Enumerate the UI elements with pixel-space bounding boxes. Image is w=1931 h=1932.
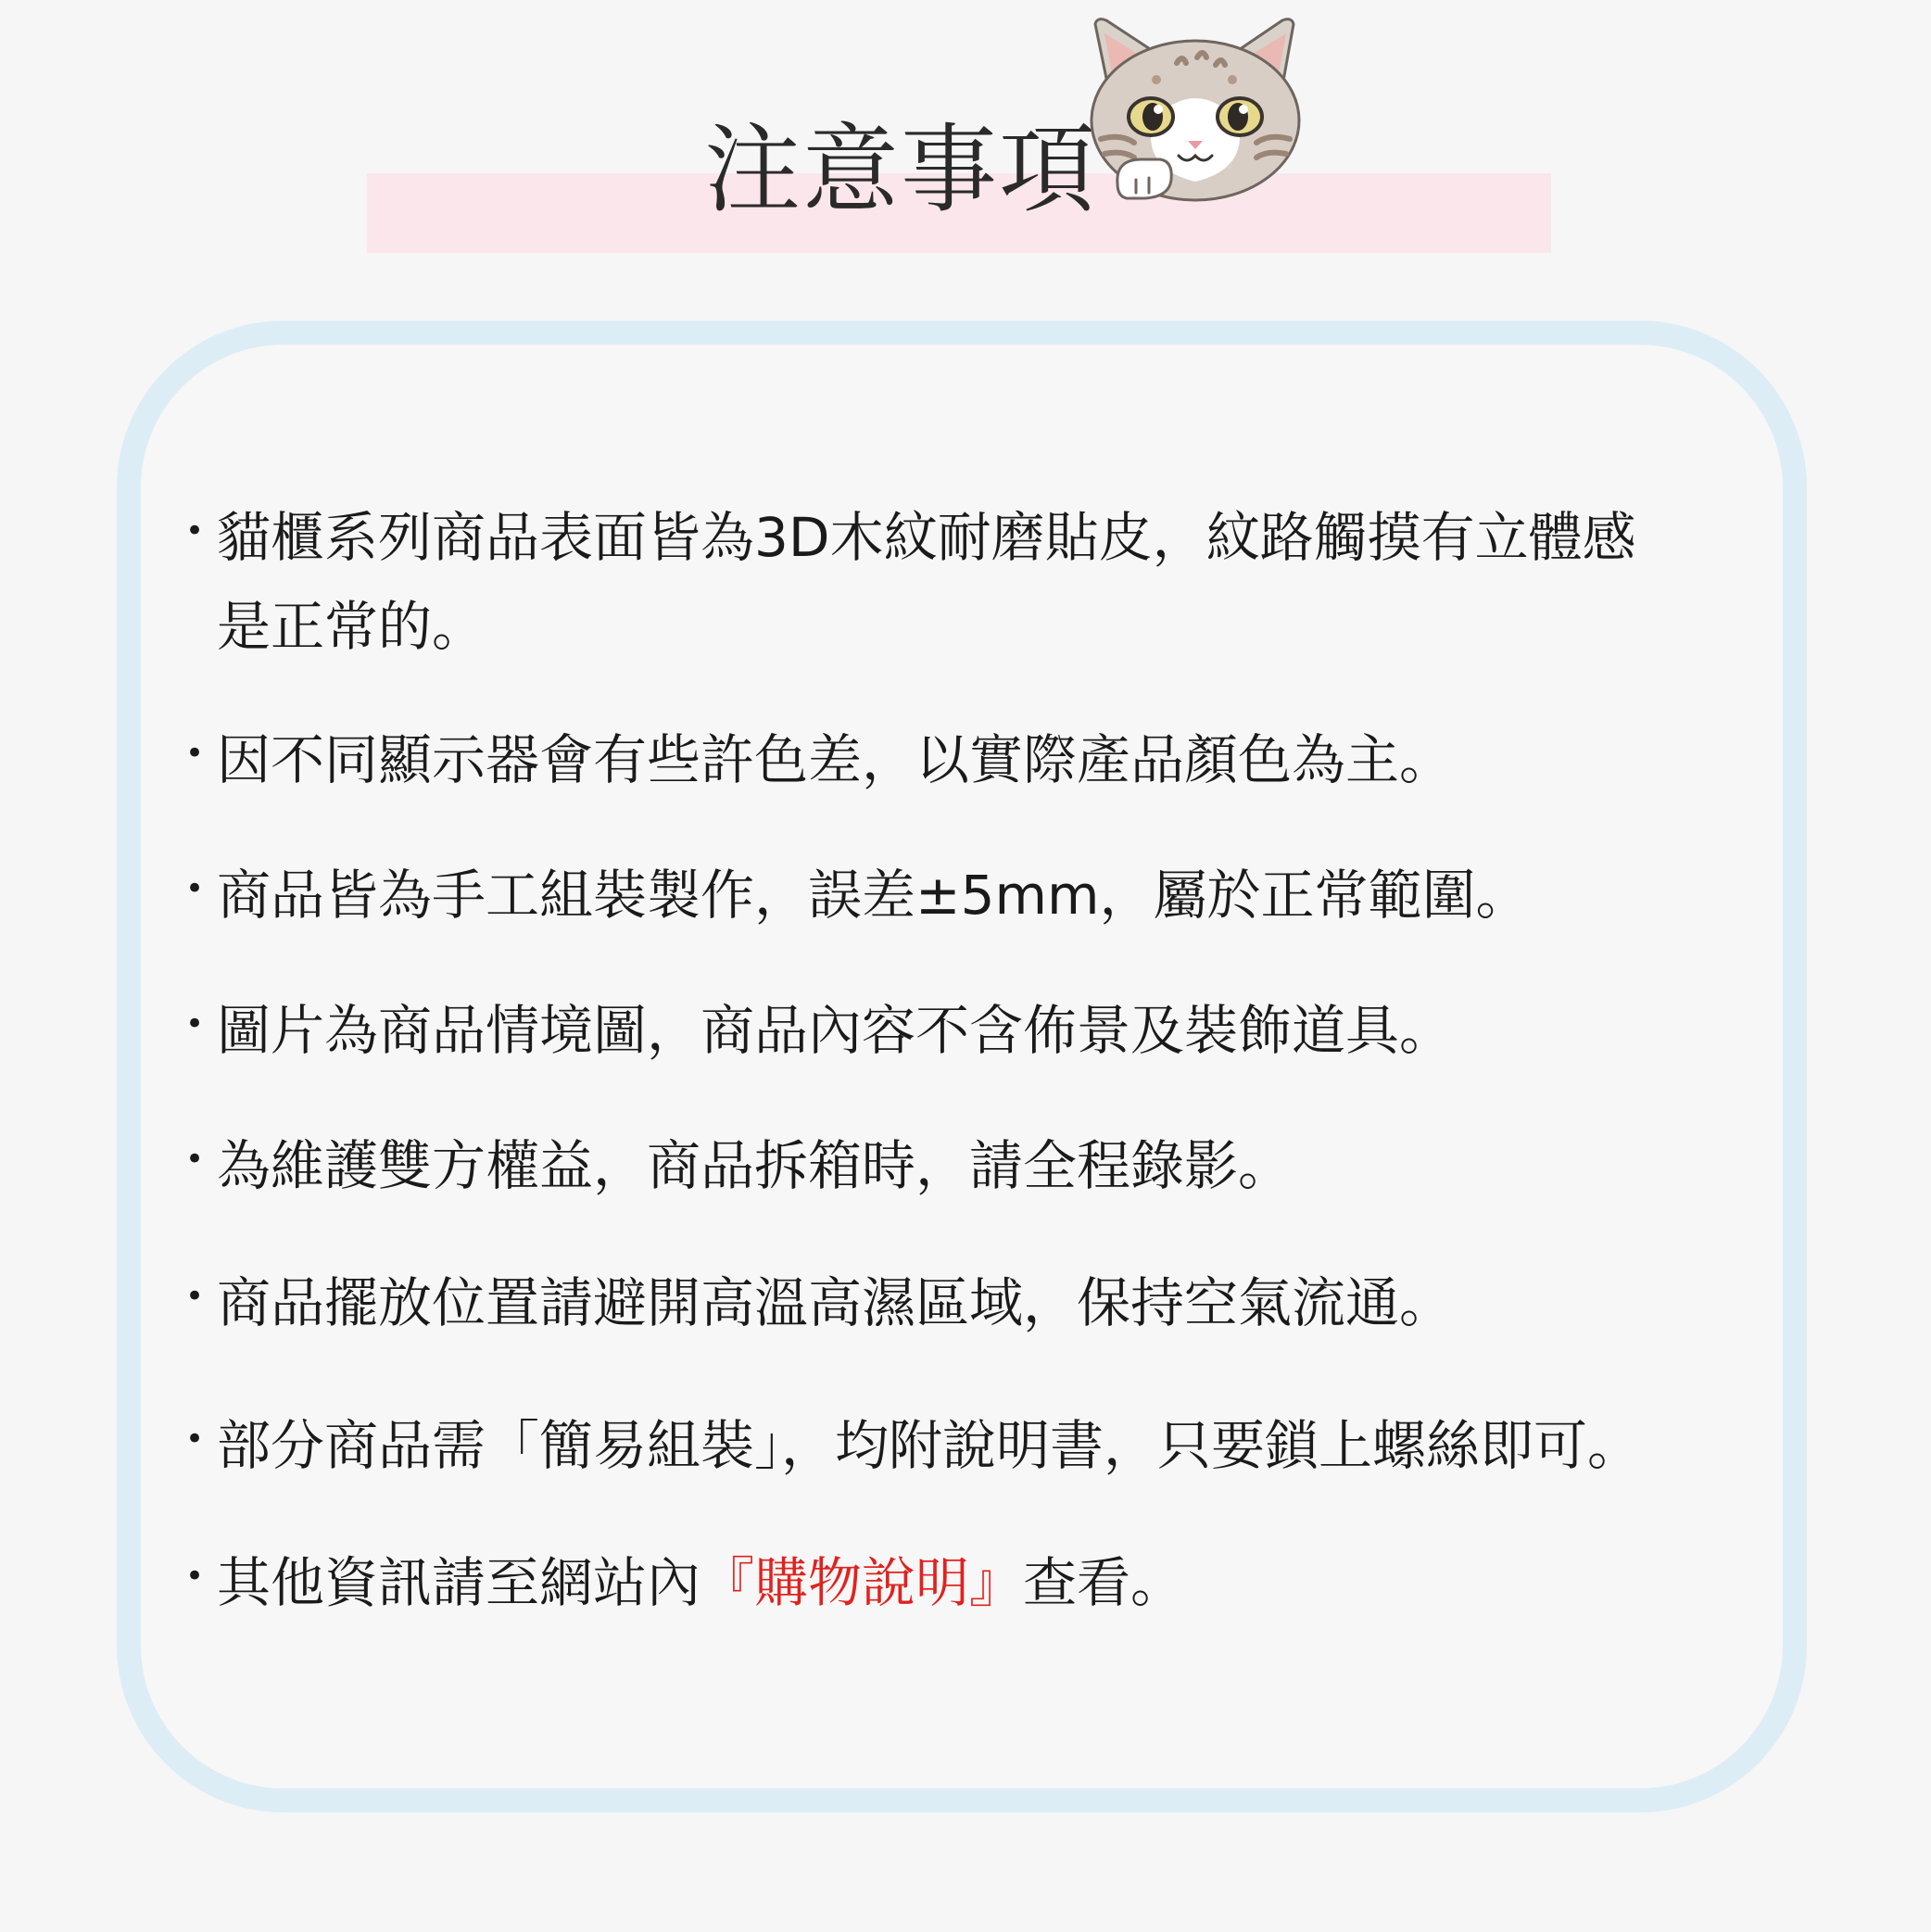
page-title: 注意事項 (704, 113, 1098, 226)
note-text: 貓櫃系列商品表面皆為3D木紋耐磨貼皮，紋路觸摸有立體感 (217, 506, 1636, 569)
note-text: 是正常的。 (217, 595, 486, 658)
note-text: 部分商品需「簡易組裝」，均附說明書，只要鎖上螺絲即可。 (217, 1414, 1642, 1477)
bullet-icon: • (185, 1005, 205, 1042)
cat-mascot-icon (1084, 11, 1306, 210)
bullet-icon: • (185, 870, 205, 907)
note-text: 圖片為商品情境圖，商品內容不含佈景及裝飾道具。 (217, 999, 1454, 1062)
note-text (217, 1538, 1184, 1627)
note-text: 商品皆為手工組裝製作，誤差±5mm，屬於正常範圍。 (217, 864, 1530, 927)
bullet-icon: • (185, 512, 205, 549)
note-text: 為維護雙方權益，商品拆箱時，請全程錄影。 (217, 1134, 1293, 1197)
bullet-icon: • (185, 1558, 205, 1595)
shopping-guide-link[interactable]: 『購物說明』 (700, 1551, 1024, 1614)
note-text-after: 查看。 (1023, 1551, 1185, 1614)
bullet-icon: • (185, 1141, 205, 1178)
note-text: 商品擺放位置請避開高溫高濕區域，保持空氣流通。 (217, 1271, 1454, 1334)
bullet-icon: • (185, 1421, 205, 1458)
note-text-before: 其他資訊請至網站內 (217, 1551, 701, 1614)
bullet-icon: • (185, 1278, 205, 1315)
bullet-icon: • (185, 735, 205, 772)
note-text: 因不同顯示器會有些許色差，以實際產品顏色為主。 (217, 728, 1454, 791)
